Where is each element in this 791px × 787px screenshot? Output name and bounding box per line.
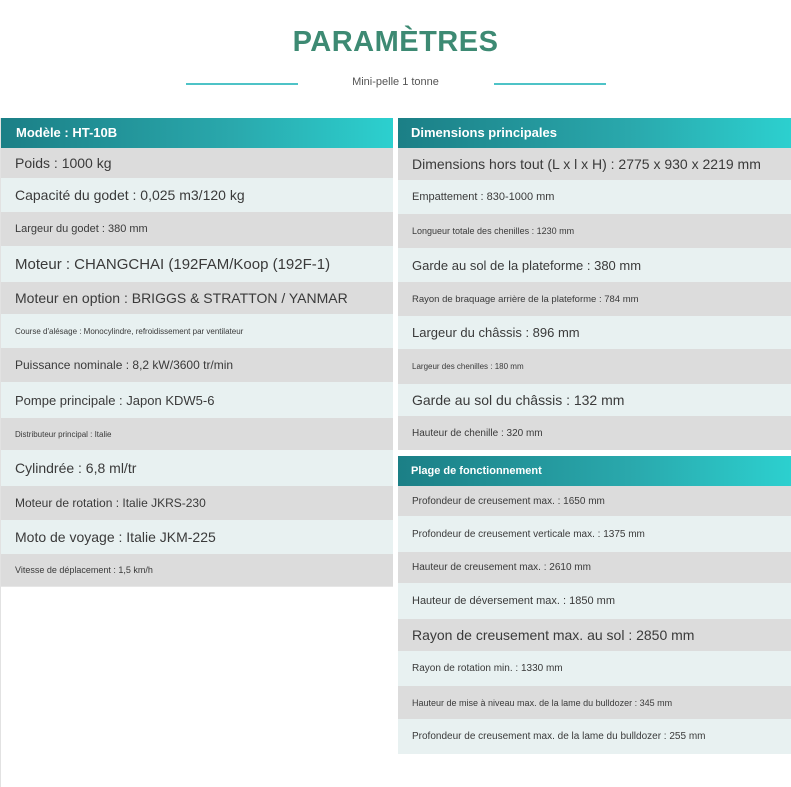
spec-row: Course d'alésage : Monocylindre, refroidissement par ventilateur (1, 314, 393, 348)
spec-row: Largeur du châssis : 896 mm (398, 316, 791, 349)
spec-row: Largeur des chenilles : 180 mm (398, 349, 791, 384)
spec-row: Moteur de rotation : Italie JKRS-230 (1, 486, 393, 520)
operating-range-header: Plage de fonctionnement (398, 456, 791, 486)
spec-row: Pompe principale : Japon KDW5-6 (1, 382, 393, 418)
spec-row: Largeur du godet : 380 mm (1, 212, 393, 246)
page-subtitle: Mini-pelle 1 tonne (352, 76, 439, 88)
dimensions-table (398, 118, 791, 754)
title-divider-right (494, 83, 606, 85)
spec-row: Rayon de creusement max. au sol : 2850 mm (398, 619, 791, 651)
spec-row: Empattement : 830-1000 mm (398, 180, 791, 214)
spec-row: Rayon de rotation min. : 1330 mm (398, 651, 791, 686)
spec-row: Profondeur de creusement max. : 1650 mm (398, 486, 791, 516)
spec-row: Moteur : CHANGCHAI (192FAM/Koop (192F-1) (1, 246, 393, 282)
spec-row: Poids : 1000 kg (1, 148, 393, 178)
spec-row: Moteur en option : BRIGGS & STRATTON / YANMAR (1, 282, 393, 314)
spec-row: Hauteur de mise à niveau max. de la lame du bulldozer : 345 mm (398, 686, 791, 719)
spec-row: Profondeur de creusement verticale max. : 1375 mm (398, 516, 791, 552)
spec-row: Garde au sol de la plateforme : 380 mm (398, 248, 791, 282)
spec-row: Dimensions hors tout (L x l x H) : 2775 x 930 x 2219 mm (398, 148, 791, 180)
page-title: PARAMÈTRES (292, 26, 499, 58)
spec-row: Puissance nominale : 8,2 kW/3600 tr/min (1, 348, 393, 382)
model-header: Modèle : HT-10B (1, 118, 393, 148)
spec-row: Capacité du godet : 0,025 m3/120 kg (1, 178, 393, 212)
spec-row: Profondeur de creusement max. de la lame du bulldozer : 255 mm (398, 719, 791, 754)
spec-row: Garde au sol du châssis : 132 mm (398, 384, 791, 416)
spec-row: Distributeur principal : Italie (1, 418, 393, 450)
spec-row: Cylindrée : 6,8 ml/tr (1, 450, 393, 486)
spec-row: Hauteur de creusement max. : 2610 mm (398, 552, 791, 583)
spec-row: Longueur totale des chenilles : 1230 mm (398, 214, 791, 248)
spec-row: Rayon de braquage arrière de la plateforme : 784 mm (398, 282, 791, 316)
dimensions-header: Dimensions principales (398, 118, 791, 148)
spec-row: Hauteur de chenille : 320 mm (398, 416, 791, 450)
spec-row: Moto de voyage : Italie JKM-225 (1, 520, 393, 554)
spec-row: Vitesse de déplacement : 1,5 km/h (1, 554, 393, 587)
model-specs-table (1, 118, 393, 587)
spec-row: Hauteur de déversement max. : 1850 mm (398, 583, 791, 619)
